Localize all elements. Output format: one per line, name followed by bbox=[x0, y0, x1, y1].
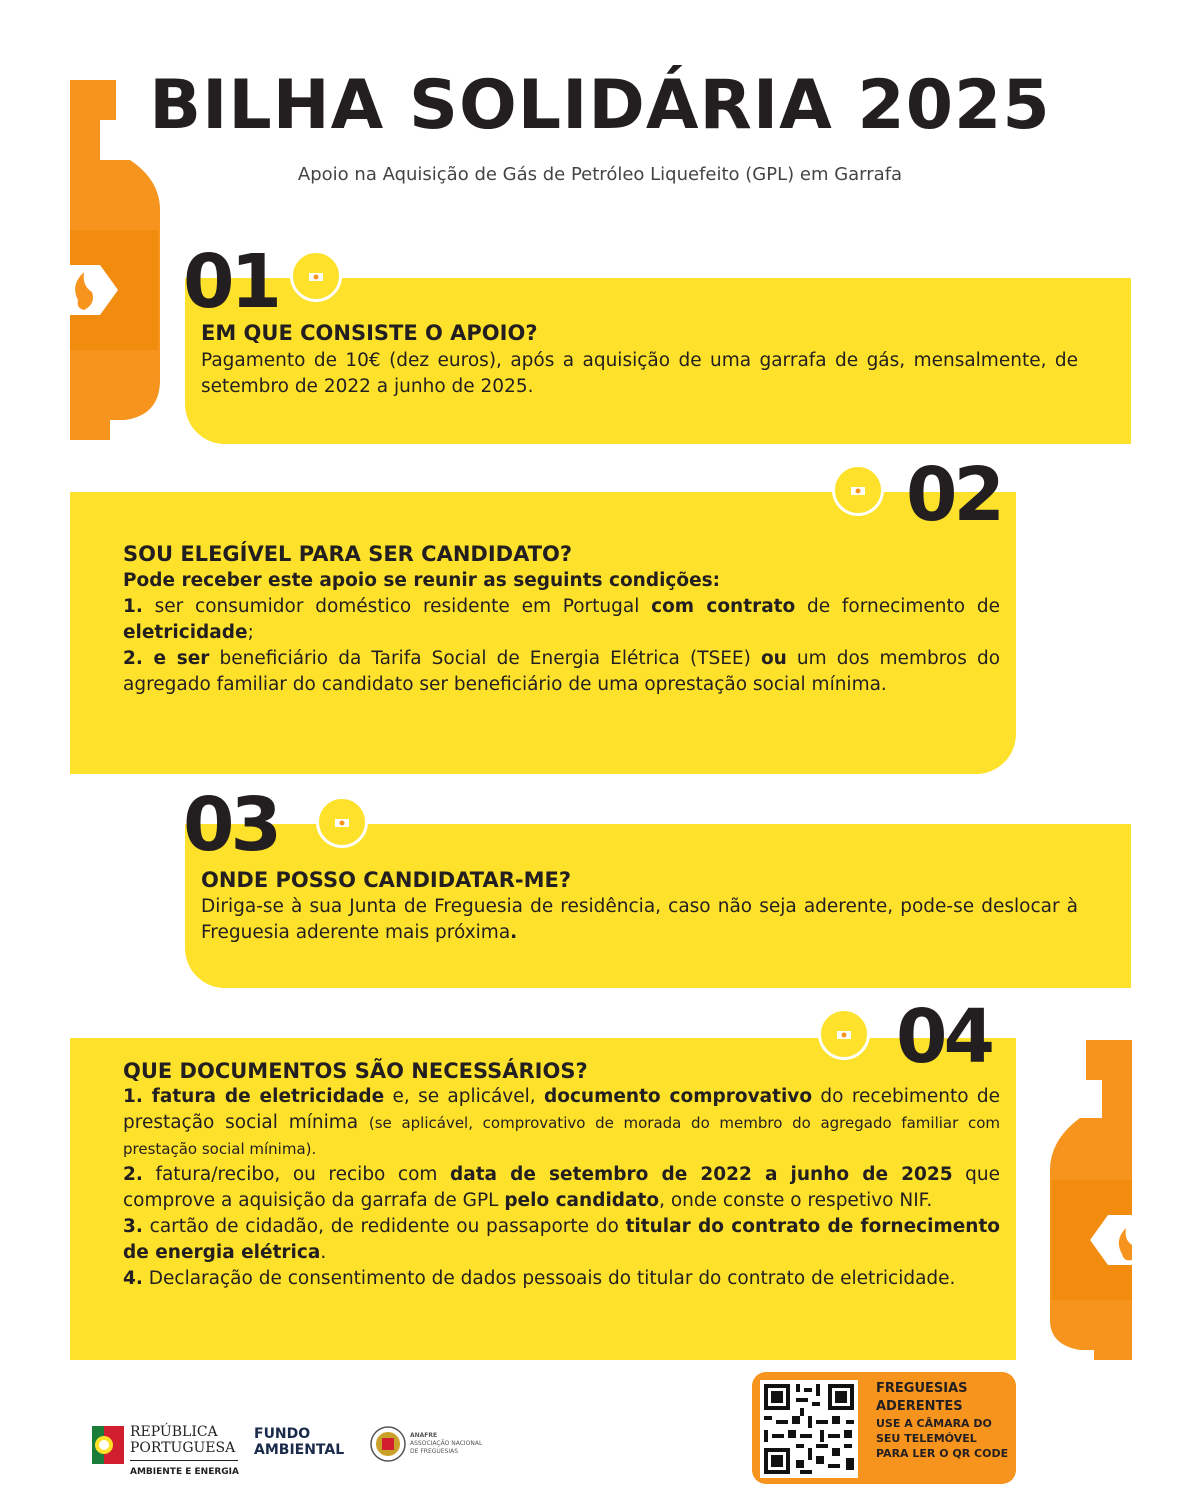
section-03-text: Diriga-se à sua Junta de Freguesia de residência, caso não seja aderente, pode-se deslocar à Freguesia aderente mais próxima. bbox=[201, 896, 1078, 943]
section-02-badge bbox=[832, 464, 884, 516]
section-02-intro: Pode receber este apoio se reunir as seguints condições: bbox=[123, 570, 721, 591]
republica-divider bbox=[130, 1460, 238, 1461]
republica-line-2: PORTUGUESA bbox=[130, 1440, 236, 1456]
page-subtitle: Apoio na Aquisição de Gás de Petróleo Liquefeito (GPL) em Garrafa bbox=[297, 164, 903, 185]
section-02-heading: SOU ELEGÍVEL PARA SER CANDIDATO? bbox=[123, 542, 573, 566]
gas-bottle-icon bbox=[330, 806, 354, 838]
portugal-shield-icon bbox=[92, 1426, 124, 1464]
section-01-heading: EM QUE CONSISTE O APOIO? bbox=[201, 321, 538, 345]
section-04-body bbox=[123, 1084, 1000, 1292]
gas-bottle-right-illustration bbox=[1050, 1040, 1132, 1360]
republica-subtitle: AMBIENTE E ENERGIA bbox=[130, 1467, 239, 1477]
qr-box-title: FREGUESIAS ADERENTES bbox=[876, 1381, 968, 1414]
gas-bottle-icon bbox=[832, 1018, 856, 1050]
page-title: BILHA SOLIDÁRIA 2025 bbox=[149, 66, 1051, 145]
fundo-ambiental-logo bbox=[254, 1426, 364, 1462]
section-02-body bbox=[123, 568, 1000, 698]
gas-bottle-icon bbox=[846, 474, 870, 506]
anafre-seal-icon bbox=[370, 1426, 406, 1462]
fundo-line-1: FUNDO bbox=[254, 1426, 311, 1442]
section-04-number: 04 bbox=[896, 994, 991, 1080]
section-04-item-3: 3. cartão de cidadão, de redidente ou passaporte do titular do contrato de fornecimento de energia elétrica. bbox=[123, 1216, 1000, 1263]
gas-bottle-icon bbox=[304, 260, 328, 292]
section-02-item-2: 2. e ser beneficiário da Tarifa Social de Energia Elétrica (TSEE) ou um dos membros do agregado familiar do candidato ser beneficiário de uma oprestação social mínima. bbox=[123, 648, 1001, 695]
section-04-item-4: 4. Declaração de consentimento de dados pessoais do titular do contrato de eletricidade. bbox=[123, 1268, 956, 1289]
section-03-badge bbox=[316, 796, 368, 848]
republica-line-1: REPÚBLICA bbox=[130, 1424, 218, 1440]
section-01-badge bbox=[290, 250, 342, 302]
qr-box-instructions: USE A CÂMARA DO SEU TELEMÓVEL PARA LER O QR CODE bbox=[876, 1417, 1009, 1460]
section-04-item-1: 1. fatura de eletricidade e, se aplicável, documento comprovativo do recebimento de prestação social mínima (se aplicável, comprovativo de morada do membro do agregado familiar com prestação social mínima). bbox=[123, 1086, 1001, 1158]
section-02-item-1: 1. ser consumidor doméstico residente em Portugal com contrato de fornecimento de eletricidade; bbox=[123, 596, 1000, 643]
anafre-line-2: DE FREGUESIAS bbox=[410, 1448, 459, 1455]
anafre-line-1: ASSOCIAÇÃO NACIONAL bbox=[410, 1440, 483, 1447]
section-01-number: 01 bbox=[183, 239, 278, 325]
fundo-line-2: AMBIENTAL bbox=[254, 1442, 345, 1458]
section-04-item-2: 2. fatura/recibo, ou recibo com data de setembro de 2022 a junho de 2025 que comprove a aquisição da garrafa de GPL pelo candidato, onde conste o respetivo NIF. bbox=[123, 1164, 1000, 1211]
section-03-heading: ONDE POSSO CANDIDATAR-ME? bbox=[201, 868, 572, 892]
republica-portuguesa-logo bbox=[92, 1424, 242, 1484]
anafre-logo bbox=[370, 1424, 500, 1468]
section-04-badge bbox=[818, 1008, 870, 1060]
qr-code-icon[interactable] bbox=[760, 1380, 858, 1478]
anafre-name: ANAFRE bbox=[410, 1432, 438, 1439]
section-02-number: 02 bbox=[906, 452, 1001, 538]
section-01-text: Pagamento de 10€ (dez euros), após a aquisição de uma garrafa de gás, mensalmente, de setembro de 2022 a junho de 2025. bbox=[201, 350, 1078, 397]
section-04-heading: QUE DOCUMENTOS SÃO NECESSÁRIOS? bbox=[123, 1059, 588, 1083]
section-03-number: 03 bbox=[183, 782, 278, 868]
